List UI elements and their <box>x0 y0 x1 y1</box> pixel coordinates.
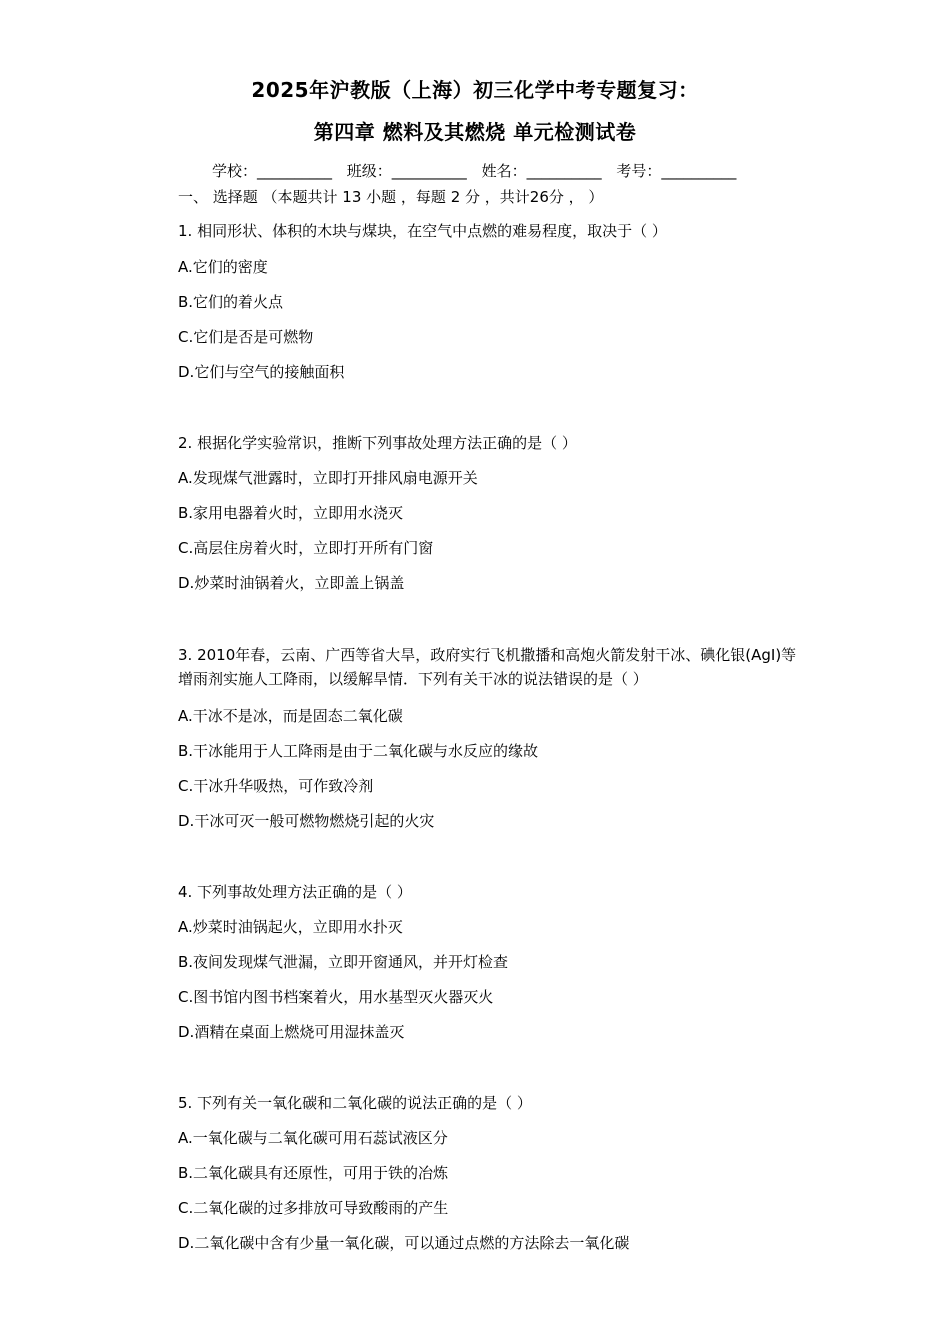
question-option: C.它们是否是可燃物 <box>178 328 314 346</box>
page-subtitle: 第四章 燃料及其燃烧 单元检测试卷 <box>313 120 637 144</box>
name-field: 姓名：__________ <box>481 162 602 180</box>
question-option: D.二氧化碳中含有少量一氧化碳，可以通过点燃的方法除去一氧化碳 <box>178 1234 630 1252</box>
question-option: B.家用电器着火时，立即用水浇灭 <box>178 504 404 522</box>
question-option: B.夜间发现煤气泄漏，立即开窗通风，并开灯检查 <box>178 953 509 971</box>
student-info-row <box>212 160 746 181</box>
question-option: C.干冰升华吸热，可作致冷剂 <box>178 777 374 795</box>
school-field: 学校：__________ <box>212 162 333 180</box>
section-heading: 一、 选择题 （本题共计 13 小题 ，每题 2 分 ，共计26分 ， ） <box>178 188 604 206</box>
question-option: D.干冰可灭一般可燃物燃烧引起的火灾 <box>178 812 435 830</box>
question-stem: 3. 2010年春，云南、广西等省大旱，政府实行飞机撒播和高炮火箭发射干冰、碘化银(AgI)等增雨剂实施人工降雨，以缓解旱情．下列有关干冰的说法错误的是（ ） <box>178 646 797 688</box>
question-option: A.干冰不是冰，而是固态二氧化碳 <box>178 707 403 725</box>
question-option: D.它们与空气的接触面积 <box>178 363 345 381</box>
question-option: B.干冰能用于人工降雨是由于二氧化碳与水反应的缘故 <box>178 742 539 760</box>
question-option: C.二氧化碳的过多排放可导致酸雨的产生 <box>178 1199 449 1217</box>
question-option: D.炒菜时油锅着火，立即盖上锅盖 <box>178 574 405 592</box>
question-option: D.酒精在桌面上燃烧可用湿抹盖灭 <box>178 1023 405 1041</box>
question-stem: 4. 下列事故处理方法正确的是（ ） <box>178 883 412 901</box>
question-option: A.炒菜时油锅起火，立即用水扑灭 <box>178 918 403 936</box>
question-option: A.发现煤气泄露时，立即打开排风扇电源开关 <box>178 469 478 487</box>
question-option: C.图书馆内图书档案着火，用水基型灭火器灭火 <box>178 988 494 1006</box>
question-option: A.一氧化碳与二氧化碳可用石蕊试液区分 <box>178 1129 448 1147</box>
question-stem: 5. 下列有关一氧化碳和二氧化碳的说法正确的是（ ） <box>178 1094 532 1112</box>
question-option: C.高层住房着火时，立即打开所有门窗 <box>178 539 434 557</box>
question-stem: 2. 根据化学实验常识，推断下列事故处理方法正确的是（ ） <box>178 434 577 452</box>
question-option: B.它们的着火点 <box>178 293 284 311</box>
question-stem: 1. 相同形状、体积的木块与煤块，在空气中点燃的难易程度，取决于（ ） <box>178 222 667 240</box>
page-title: 2025年沪教版（上海）初三化学中考专题复习： <box>251 78 699 102</box>
exam-number-field: 考号：__________ <box>616 162 737 180</box>
question-option: B.二氧化碳具有还原性，可用于铁的冶炼 <box>178 1164 449 1182</box>
class-field: 班级：__________ <box>346 162 467 180</box>
question-option: A.它们的密度 <box>178 258 268 276</box>
